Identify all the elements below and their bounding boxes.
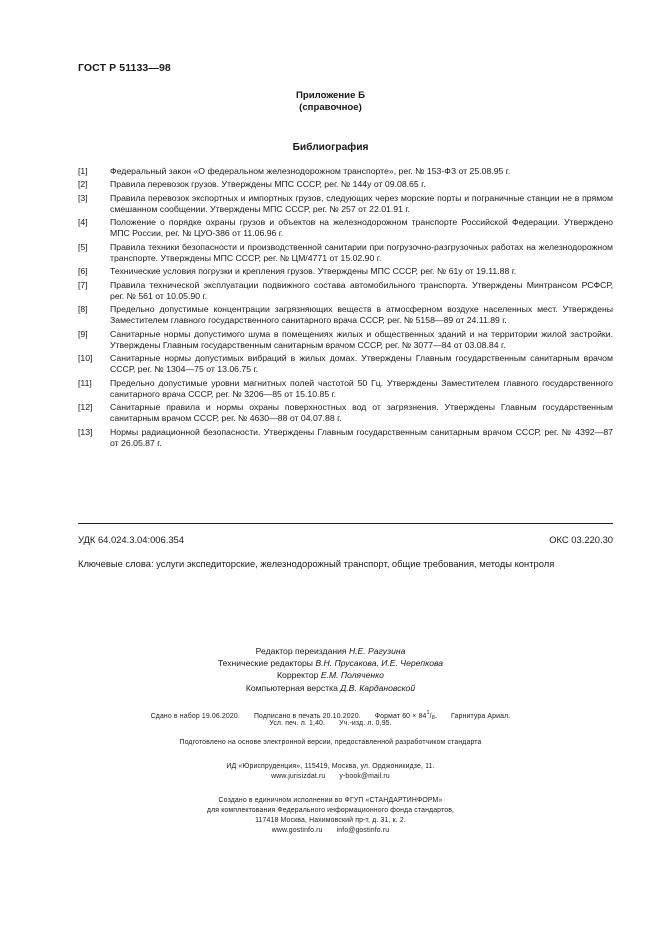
layout-label: Компьютерная верстка [245, 682, 338, 693]
item-text: Технические условия погрузки и крепления грузов. Утверждены МПС СССР, рег. № 61у от 19.11.88 г. [110, 266, 517, 277]
standard-number: ГОСТ Р 51133—98 [78, 62, 171, 74]
divider [78, 523, 613, 524]
item-text: Положение о порядке охраны грузов и объектов на железнодорожном транспорте Российской Федерации. Утверждено МПС России, рег. № ЦУО-386 от 11.06.96 г. [110, 217, 613, 239]
bibliography-title: Библиография [292, 142, 369, 153]
item-text: Правила перевозок экспортных и импортных грузов, следующих через морские порты и пограничные станции не в прямом смешанном сообщении. Утверждены МПС СССР, рег. № 257 от 22.01.91 г. [110, 192, 613, 214]
bibliography-item [78, 166, 613, 177]
publisher-address: ИД «Юриспруденция», 115419, Москва, ул. Орджоникидзе, 11. [226, 763, 435, 770]
annex-title: Приложение Б [296, 90, 365, 101]
bibliography-item [78, 378, 613, 400]
item-number: [9] [78, 328, 88, 339]
item-text: Санитарные нормы допустимых вибраций в жилых домах. Утверждены Главным государственным санитарным врачом СССР, рег. № 1304—75 от 13.06.75 г. [110, 353, 613, 375]
editor-name: Н.Е. Рагузина [348, 646, 406, 656]
bibliography-item [78, 402, 613, 424]
item-number: [3] [78, 192, 88, 203]
item-number: [7] [78, 279, 88, 290]
proofreader-name: Е.М. Поляченко [320, 670, 384, 681]
signed-date: Подписано в печать 20.10.2020. [253, 713, 361, 720]
item-number: [2] [78, 179, 88, 190]
bibliography-item [78, 179, 613, 190]
creator-email: info@gostinfo.ru [336, 827, 390, 834]
sheets-line [0, 719, 661, 729]
item-number: [12] [78, 402, 93, 413]
prepared-note: Подготовлено на основе электронной версии, предоставленной разработчиком стандарта [179, 739, 482, 746]
tech-editors-line [0, 657, 661, 669]
item-number: [6] [78, 266, 88, 277]
bibliography-list [78, 166, 613, 451]
item-number: [5] [78, 241, 88, 252]
item-text: Санитарные нормы допустимого шума в помещениях жилых и общественных зданий и на территории жилой застройки. Утверждены Главным государственным санитарным врачом СССР, рег. № 3077—84 от 03.08.84 г. [110, 328, 613, 350]
proofreader-label: Корректор [277, 670, 319, 681]
item-number: [11] [78, 377, 92, 388]
paper-format: Формат $60 \times 84^1/_8$. [374, 710, 438, 721]
bibliography-item [78, 193, 613, 215]
publisher-block [0, 762, 661, 782]
bibliography-item [78, 329, 613, 351]
printed-sheets: Усл. печ. л. 1,40. [269, 720, 326, 727]
annex-subtitle: (справочное) [299, 102, 362, 113]
creator-line-2: для комплектования Федерального информационного фонда стандартов, [206, 807, 455, 814]
bibliography-item [78, 242, 613, 264]
tech-editors-label: Технические редакторы [217, 658, 313, 669]
publisher-email: y-book@mail.ru [339, 773, 390, 780]
proofreader-line [0, 669, 661, 681]
creator-line-3: 117418 Москва, Нахимовский пр-т, д. 31, к. 2. [255, 817, 406, 824]
typeface: Гарнитура Ариал. [451, 713, 511, 720]
bibliography-item [78, 353, 613, 375]
creator-block [0, 796, 661, 836]
publisher-sheets: Уч.-изд. л. 0,95. [339, 720, 392, 727]
keywords: Ключевые слова: услуги экспедиторские, железнодорожный транспорт, общие требования, методы контроля [78, 558, 555, 569]
udk-code: УДК 64.024.3.04:006.354 [78, 534, 184, 545]
bibliography-item [78, 304, 613, 326]
bibliography-item [78, 280, 613, 302]
item-text: Предельно допустимые уровни магнитных полей частотой 50 Гц. Утверждены Заместителем главного государственного санитарного врача СССР, рег. № 3206—85 от 15.10.85 г. [110, 377, 613, 399]
editor-label: Редактор переиздания [255, 646, 347, 656]
editorial-credits [0, 645, 661, 694]
item-number: [10] [78, 353, 93, 364]
item-text: Федеральный закон «О федеральном железнодорожном транспорте», рег. № 153-ФЗ от 25.08.95 г. [110, 166, 511, 176]
layout-name: Д.В. Кардановской [340, 682, 416, 693]
bibliography-item [78, 427, 613, 449]
editor-line [0, 645, 661, 657]
item-number: [1] [78, 166, 88, 176]
item-text: Правила техники безопасности и производственной санитарии при погрузочно-разгрузочных работах на железнодорожном транспорте. Утверждены МПС СССР, рег. № ЦМ/4771 от 15.02.90 г. [110, 241, 613, 263]
creator-website: www.gostinfo.ru [271, 827, 323, 834]
tech-editors-names: В.Н. Прусакова, И.Е. Черепкова [315, 658, 444, 669]
item-text: Правила технической эксплуатации подвижного состава автомобильного транспорта. Утверждены Минтрансом РСФСР, рег. № 561 от 10.05.90 г. [110, 279, 613, 301]
bibliography-item [78, 266, 613, 277]
publisher-contacts [0, 772, 661, 782]
creator-contacts [0, 826, 661, 836]
item-text: Нормы радиационной безопасности. Утверждены Главным государственным санитарным врачом СССР, рег. № 4392—87 от 26.05.87 г. [110, 426, 613, 448]
oks-code: ОКС 03.220.30 [549, 534, 613, 545]
publisher-website: www.jurisizdat.ru [271, 773, 326, 780]
creator-line-1: Создано в единичном исполнении во ФГУП «СТАНДАРТИНФОРМ» [218, 797, 443, 804]
bibliography-item [78, 217, 613, 239]
item-number: [8] [78, 304, 88, 315]
item-text: Правила перевозок грузов. Утверждены МПС СССР, рег. № 144у от 09.08.65 г. [110, 179, 426, 190]
item-text: Предельно допустимые концентрации загрязняющих веществ в атмосферном воздухе населенных мест. Утверждены Заместителем главного государственного санитарного врача СССР, рег. № 5158—89 от 24.11.89 г. [110, 304, 613, 326]
item-text: Санитарные правила и нормы охраны поверхностных вод от загрязнения. Утверждены Главным государственным санитарным врачом СССР, рег. № 4630—88 от 04.07.88 г. [110, 402, 613, 424]
item-number: [4] [78, 217, 88, 228]
item-number: [13] [78, 426, 93, 437]
submitted-date: Сдано в набор 19.06.2020. [150, 713, 240, 720]
layout-line [0, 682, 661, 694]
